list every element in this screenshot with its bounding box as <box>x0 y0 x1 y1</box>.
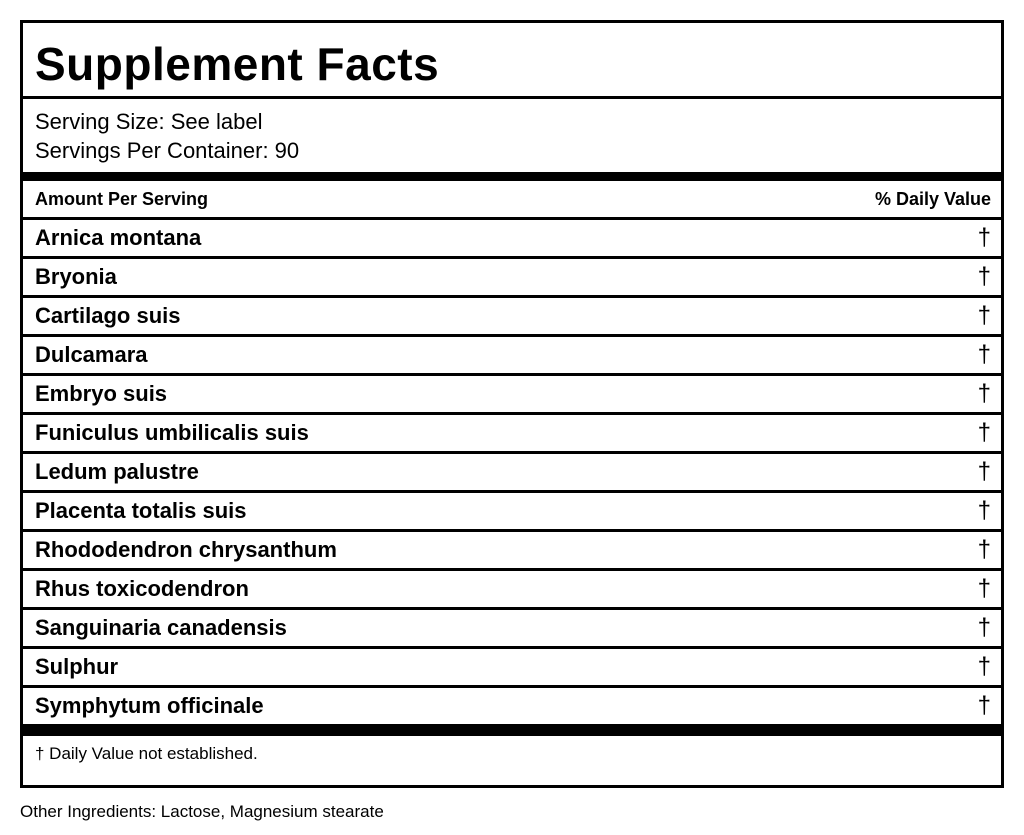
ingredient-daily-value: † <box>977 458 991 485</box>
ingredient-daily-value: † <box>977 653 991 680</box>
panel-title-box <box>23 23 1001 99</box>
ingredient-name: Sulphur <box>35 654 119 679</box>
panel-title: Supplement Facts <box>35 37 440 90</box>
supplement-facts-panel <box>20 20 1004 788</box>
ingredient-name: Symphytum officinale <box>35 693 264 718</box>
serving-size: Serving Size: See label <box>35 109 263 134</box>
other-ingredients: Other Ingredients: Lactose, Magnesium stearate <box>20 802 384 821</box>
ingredient-name: Cartilago suis <box>35 303 181 328</box>
ingredient-daily-value: † <box>977 497 991 524</box>
ingredient-daily-value: † <box>977 263 991 290</box>
ingredient-list <box>23 220 1001 727</box>
ingredient-daily-value: † <box>977 302 991 329</box>
ingredient-daily-value: † <box>977 341 991 368</box>
ingredient-daily-value: † <box>977 380 991 407</box>
ingredient-row <box>23 532 1001 571</box>
ingredient-name: Funiculus umbilicalis suis <box>35 420 309 445</box>
ingredient-name: Rhus toxicodendron <box>35 576 249 601</box>
ingredient-row <box>23 493 1001 532</box>
ingredient-row <box>23 337 1001 376</box>
ingredient-row <box>23 454 1001 493</box>
ingredient-name: Rhododendron chrysanthum <box>35 537 337 562</box>
table-header <box>23 181 1001 220</box>
ingredient-name: Embryo suis <box>35 381 168 406</box>
ingredient-name: Ledum palustre <box>35 459 199 484</box>
ingredient-row <box>23 649 1001 688</box>
ingredient-row <box>23 610 1001 649</box>
footnote: † Daily Value not established. <box>35 743 258 763</box>
ingredient-row <box>23 571 1001 610</box>
ingredient-name: Sanguinaria canadensis <box>35 615 287 640</box>
thick-divider <box>23 172 1001 181</box>
ingredient-daily-value: † <box>977 614 991 641</box>
ingredient-row <box>23 415 1001 454</box>
ingredient-daily-value: † <box>977 224 991 251</box>
amount-per-serving-header: Amount Per Serving <box>35 188 209 209</box>
ingredient-row <box>23 688 1001 724</box>
ingredient-name: Arnica montana <box>35 225 202 250</box>
servings-per-container: Servings Per Container: 90 <box>35 138 300 163</box>
serving-info <box>23 99 1001 172</box>
ingredient-daily-value: † <box>977 692 991 719</box>
ingredient-row <box>23 259 1001 298</box>
ingredient-daily-value: † <box>977 536 991 563</box>
ingredient-daily-value: † <box>977 575 991 602</box>
ingredient-name: Placenta totalis suis <box>35 498 247 523</box>
ingredient-name: Bryonia <box>35 264 117 289</box>
ingredient-daily-value: † <box>977 419 991 446</box>
daily-value-header: % Daily Value <box>874 188 991 209</box>
ingredient-row <box>23 298 1001 337</box>
ingredient-row <box>23 376 1001 415</box>
ingredient-row <box>23 220 1001 259</box>
bottom-thick-divider <box>23 727 1001 736</box>
ingredient-name: Dulcamara <box>35 342 148 367</box>
